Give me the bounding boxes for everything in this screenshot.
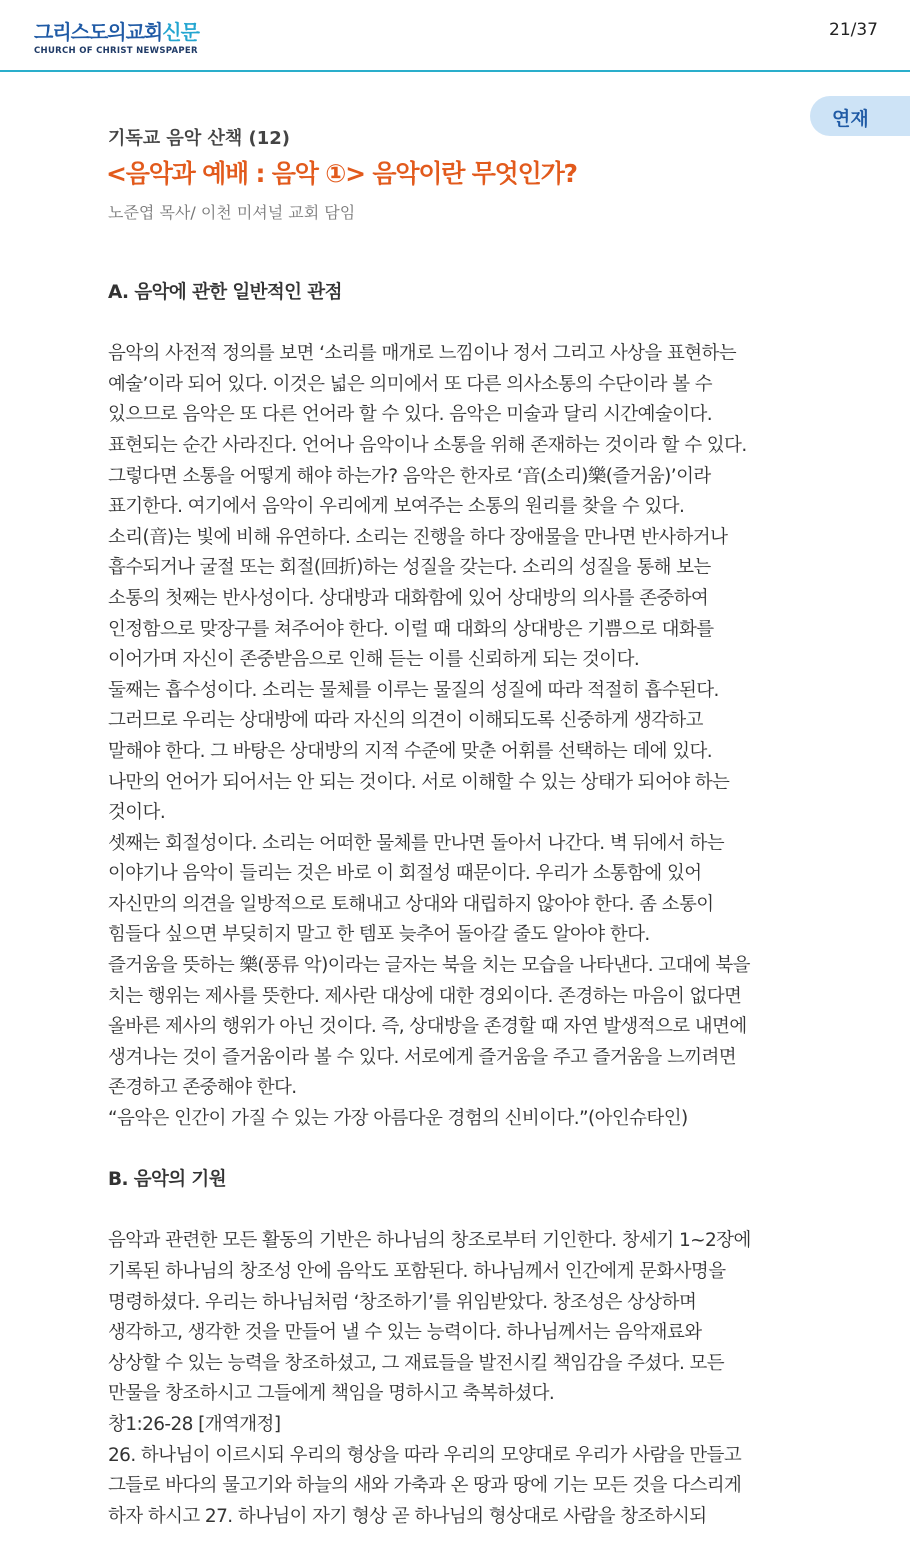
logo-title-part1: 그리스도의교회 xyxy=(34,20,163,44)
blank-line xyxy=(108,309,898,340)
body-line: 명령하셨다. 우리는 하나님처럼 ‘창조하기’를 위임받았다. 창조성은 상상하며 xyxy=(108,1291,697,1313)
body-line: 것이다. xyxy=(108,802,166,824)
section-tag-label: 연재 xyxy=(832,108,869,130)
logo-title-part2: 신문 xyxy=(162,20,199,44)
body-line: 치는 행위는 제사를 뜻한다. 제사란 대상에 대한 경외이다. 존경하는 마음이 없다면 xyxy=(108,985,742,1007)
body-line: 그들로 바다의 물고기와 하늘의 새와 가축과 온 땅과 땅에 기는 모든 것을 다스리게 xyxy=(108,1475,742,1497)
page-number: 21/37 xyxy=(829,20,878,40)
body-line: 생각하고, 생각한 것을 만들어 낼 수 있는 능력이다. 하나님께서는 음악재료와 xyxy=(108,1322,702,1344)
body-line: 하자 하시고 27. 하나님이 자기 형상 곧 하나님의 형상대로 사람을 창조하시되 xyxy=(108,1505,707,1527)
article-byline: 노준엽 목사/ 이천 미셔널 교회 담임 xyxy=(108,203,356,222)
section-heading-b: B. 음악의 기원 xyxy=(108,1169,226,1191)
body-line: 상상할 수 있는 능력을 창조하셨고, 그 재료들을 발전시킬 책임감을 주셨다. 모든 xyxy=(108,1352,725,1374)
body-line: 셋째는 회절성이다. 소리는 어떠한 물체를 만나면 돌아서 나간다. 벽 뒤에서 하는 xyxy=(108,832,725,854)
body-line: 자신만의 의견을 일방적으로 토해내고 상대와 대립하지 않아야 한다. 좀 소통이 xyxy=(108,893,714,915)
body-line: 만물을 창조하시고 그들에게 책임을 명하시고 축복하셨다. xyxy=(108,1383,555,1405)
body-line: 나만의 언어가 되어서는 안 되는 것이다. 서로 이해할 수 있는 상태가 되어야 하는 xyxy=(108,771,730,793)
body-line: 이야기나 음악이 들리는 것은 바로 이 회절성 때문이다. 우리가 소통함에 있어 xyxy=(108,863,702,885)
body-line: 말해야 한다. 그 바탕은 상대방의 지적 수준에 맞춘 어휘를 선택하는 데에 있다. xyxy=(108,740,713,762)
body-line: 그렇다면 소통을 어떻게 해야 하는가? 음악은 한자로 ‘音(소리)樂(즐거움)’이라 xyxy=(108,465,711,487)
body-line: 소통의 첫째는 반사성이다. 상대방과 대화함에 있어 상대방의 의사를 존중하여 xyxy=(108,587,709,609)
body-line: 예술’이라 되어 있다. 이것은 넓은 의미에서 또 다른 의사소통의 수단이라 볼 수 xyxy=(108,373,713,395)
body-line: 음악의 사전적 정의를 보면 ‘소리를 매개로 느낌이나 정서 그리고 사상을 표현하는 xyxy=(108,343,737,365)
body-line: 있으므로 음악은 또 다른 언어라 할 수 있다. 음악은 미술과 달리 시간예술이다. xyxy=(108,404,713,426)
body-line: 표현되는 순간 사라진다. 언어나 음악이나 소통을 위해 존재하는 것이라 할 수 있다. xyxy=(108,434,747,456)
body-line: 표기한다. 여기에서 음악이 우리에게 보여주는 소통의 원리를 찾을 수 있다. xyxy=(108,496,685,518)
newspaper-logo[interactable] xyxy=(34,20,199,56)
body-line: 흡수되거나 굴절 또는 회절(回折)하는 성질을 갖는다. 소리의 성질을 통해 보는 xyxy=(108,557,711,579)
body-line: 음악과 관련한 모든 활동의 기반은 하나님의 창조로부터 기인한다. 창세기 1~2장에 xyxy=(108,1230,751,1252)
blank-line xyxy=(108,1135,898,1166)
article-headline: <음악과 예배 : 음악 ①> 음악이란 무엇인가? xyxy=(106,159,577,188)
body-line: 즐거움을 뜻하는 樂(풍류 악)이라는 글자는 북을 치는 모습을 나타낸다. 고대에 북을 xyxy=(108,955,750,977)
scripture-reference: 창1:26-28 [개역개정] xyxy=(108,1413,281,1435)
body-line: 인정함으로 맞장구를 쳐주어야 한다. 이럴 때 대화의 상대방은 기쁨으로 대화를 xyxy=(108,618,714,640)
article-body xyxy=(108,278,898,1532)
section-heading-a: A. 음악에 관한 일반적인 관점 xyxy=(108,282,342,303)
body-line: 둘째는 흡수성이다. 소리는 물체를 이루는 물질의 성질에 따라 적절히 흡수된다. xyxy=(108,679,719,701)
logo-subtitle: CHURCH OF CHRIST NEWSPAPER xyxy=(34,46,198,56)
body-line: 기록된 하나님의 창조성 안에 음악도 포함된다. 하나님께서 인간에게 문화사명을 xyxy=(108,1261,726,1282)
body-line: 올바른 제사의 행위가 아닌 것이다. 즉, 상대방을 존경할 때 자연 발생적으로 내면에 xyxy=(108,1016,747,1038)
page-header xyxy=(0,0,910,72)
logo-title xyxy=(34,20,199,44)
series-title: 기독교 음악 산책 (12) xyxy=(108,128,291,149)
blank-line xyxy=(108,1196,898,1227)
body-line: 이어가며 자신이 존중받음으로 인해 듣는 이를 신뢰하게 되는 것이다. xyxy=(108,649,640,671)
body-line: “음악은 인간이 가질 수 있는 가장 아름다운 경험의 신비이다.”(아인슈타인) xyxy=(108,1108,688,1130)
body-line: 26. 하나님이 이르시되 우리의 형상을 따라 우리의 모양대로 우리가 사람을 만들고 xyxy=(108,1444,742,1466)
section-tag xyxy=(810,96,910,136)
body-line: 존경하고 존중해야 한다. xyxy=(108,1077,297,1099)
body-line: 생겨나는 것이 즐거움이라 볼 수 있다. 서로에게 즐거움을 주고 즐거움을 느끼려면 xyxy=(108,1046,737,1068)
body-line: 힘들다 싶으면 부딪히지 말고 한 템포 늦추어 돌아갈 줄도 알아야 한다. xyxy=(108,924,650,946)
body-line: 그러므로 우리는 상대방에 따라 자신의 의견이 이해되도록 신중하게 생각하고 xyxy=(108,710,703,732)
body-line: 소리(音)는 빛에 비해 유연하다. 소리는 진행을 하다 장애물을 만나면 반사하거나 xyxy=(108,526,728,548)
